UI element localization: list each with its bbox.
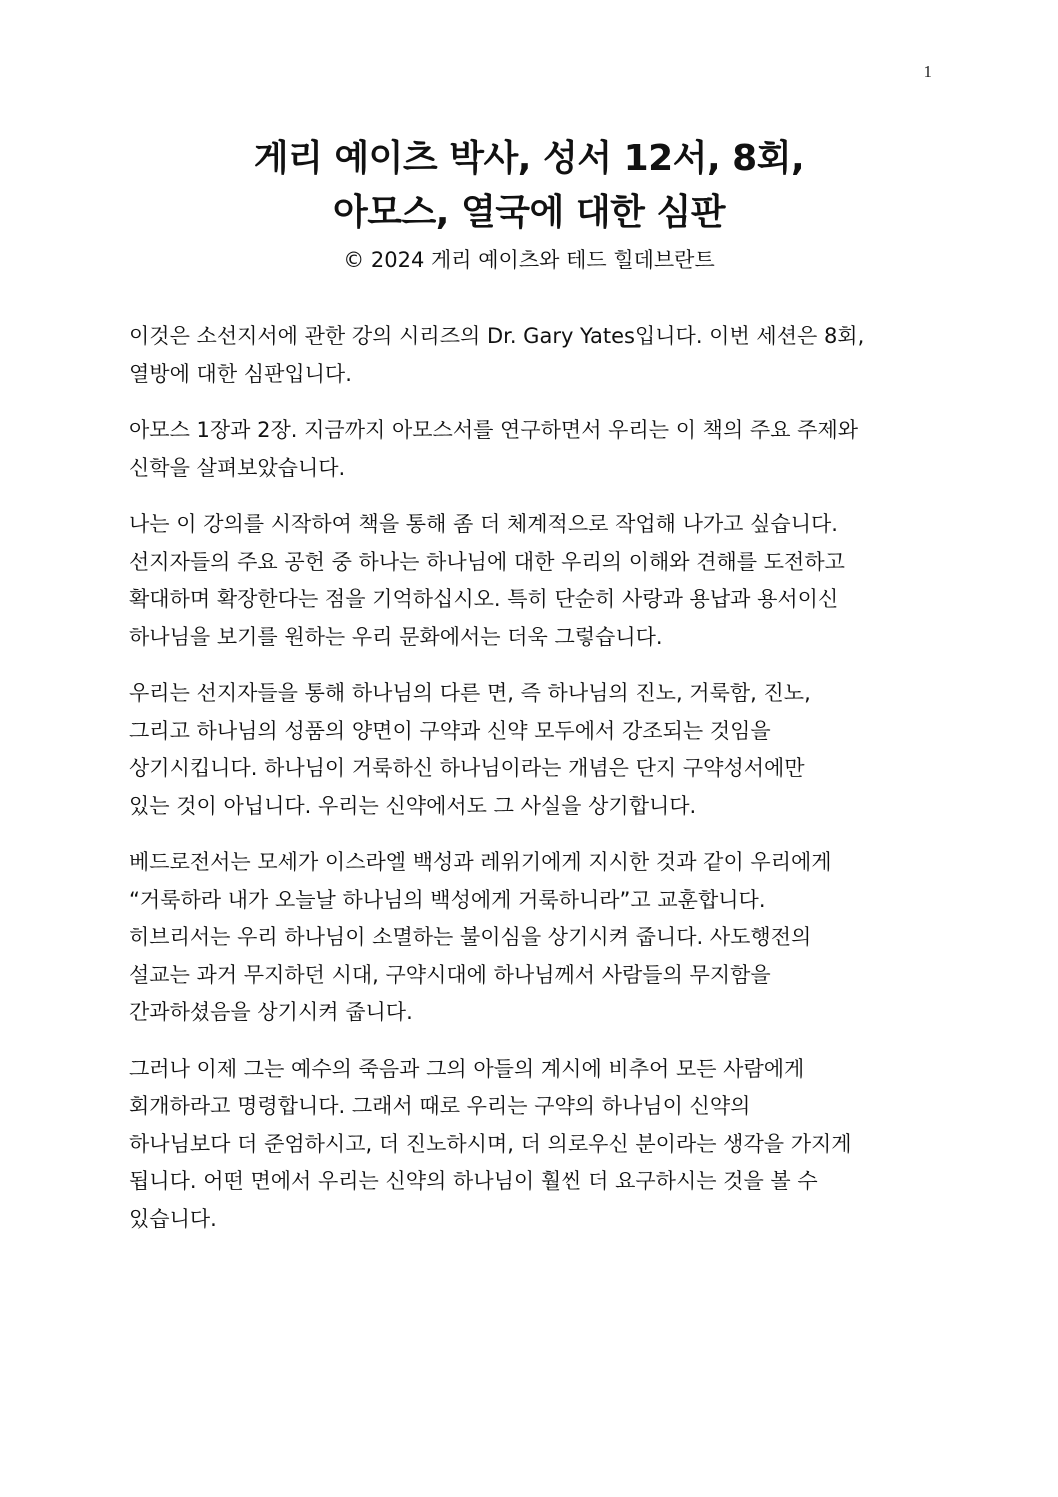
text-line: 아모스 1장과 2장. 지금까지 아모스서를 연구하면서 우리는 이 책의 주요 주제와 bbox=[129, 418, 859, 442]
body-text bbox=[129, 318, 929, 1257]
paragraph bbox=[129, 318, 929, 393]
text-line: 그러나 이제 그는 예수의 죽음과 그의 아들의 계시에 비추어 모든 사람에게 bbox=[129, 1056, 805, 1081]
paragraph bbox=[129, 412, 929, 487]
text-line: 있습니다. bbox=[129, 1206, 217, 1231]
text-line: 회개하라고 명령합니다. 그래서 때로 우리는 구약의 하나님이 신약의 bbox=[129, 1094, 751, 1118]
text-line: 상기시킵니다. 하나님이 거룩하신 하나님이라는 개념은 단지 구약성서에만 bbox=[129, 756, 805, 780]
paragraph bbox=[129, 506, 929, 656]
text-line: 나는 이 강의를 시작하여 책을 통해 좀 더 체계적으로 작업해 나가고 싶습니다. bbox=[129, 512, 838, 536]
copyright-notice: © 2024 게리 예이츠와 테드 힐데브란트 bbox=[343, 248, 715, 272]
document-title-line-2: 아모스, 열국에 대한 심판 bbox=[332, 192, 726, 233]
text-line: 열방에 대한 심판입니다. bbox=[129, 361, 352, 386]
text-line: 하나님을 보기를 원하는 우리 문화에서는 더욱 그렇습니다. bbox=[129, 624, 663, 649]
text-line: 간과하셨음을 상기시켜 줍니다. bbox=[129, 1000, 413, 1024]
text-line: 설교는 과거 무지하던 시대, 구약시대에 하나님께서 사람들의 무지함을 bbox=[129, 962, 771, 987]
text-line: 그리고 하나님의 성품의 양면이 구약과 신약 모두에서 강조되는 것임을 bbox=[129, 718, 771, 743]
text-line: 확대하며 확장한다는 점을 기억하십시오. 특히 단순히 사랑과 용납과 용서이신 bbox=[129, 587, 839, 611]
title-block bbox=[0, 132, 1058, 276]
text-line: 히브리서는 우리 하나님이 소멸하는 불이심을 상기시켜 줍니다. 사도행전의 bbox=[129, 925, 812, 949]
text-line: 신학을 살펴보았습니다. bbox=[129, 455, 346, 480]
document-title-line-1: 게리 예이츠 박사, 성서 12서, 8회, bbox=[253, 138, 805, 179]
paragraph bbox=[129, 844, 929, 1032]
text-line: 이것은 소선지서에 관한 강의 시리즈의 Dr. Gary Yates입니다. 이번 세션은 8회, bbox=[129, 324, 865, 348]
page-number: 1 bbox=[923, 62, 932, 81]
text-line: 됩니다. 어떤 면에서 우리는 신약의 하나님이 훨씬 더 요구하시는 것을 볼 수 bbox=[129, 1169, 818, 1193]
text-line: “거룩하라 내가 오늘날 하나님의 백성에게 거룩하니라”고 교훈합니다. bbox=[129, 887, 766, 912]
paragraph bbox=[129, 675, 929, 825]
text-line: 베드로전서는 모세가 이스라엘 백성과 레위기에게 지시한 것과 같이 우리에게 bbox=[129, 850, 832, 874]
text-line: 선지자들의 주요 공헌 중 하나는 하나님에 대한 우리의 이해와 견해를 도전하고 bbox=[129, 549, 845, 574]
paragraph bbox=[129, 1051, 929, 1239]
text-line: 하나님보다 더 준엄하시고, 더 진노하시며, 더 의로우신 분이라는 생각을 가지게 bbox=[129, 1131, 852, 1156]
text-line: 우리는 선지자들을 통해 하나님의 다른 면, 즉 하나님의 진노, 거룩함, 진노, bbox=[129, 681, 811, 705]
text-line: 있는 것이 아닙니다. 우리는 신약에서도 그 사실을 상기합니다. bbox=[129, 793, 697, 818]
